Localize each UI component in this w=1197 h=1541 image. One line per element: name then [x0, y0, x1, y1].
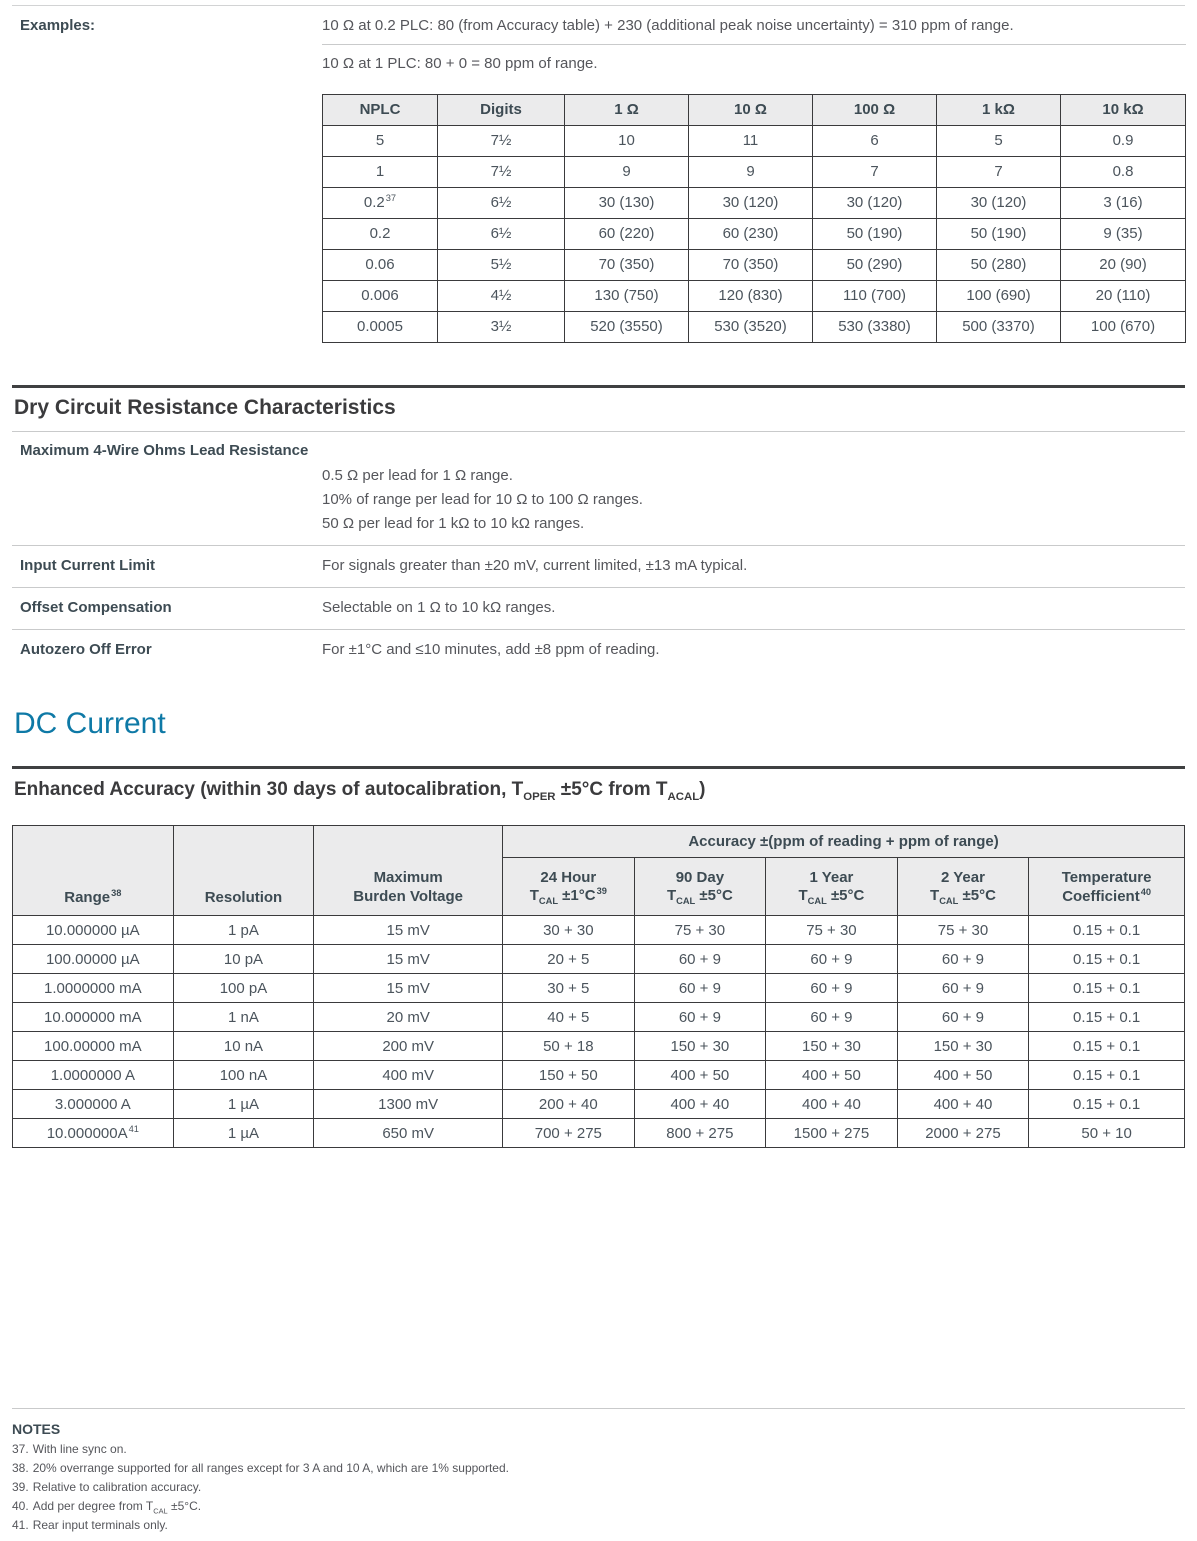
footnote-ref: 38 — [111, 888, 122, 898]
table-cell: 60 (230) — [689, 219, 813, 250]
spec-label: Autozero Off Error — [20, 641, 152, 658]
table-row — [323, 95, 1186, 126]
table-cell: 4½ — [438, 281, 565, 312]
column-header: 100 Ω — [813, 95, 937, 126]
table-cell: 30 (130) — [565, 188, 689, 219]
table-cell: 30 (120) — [813, 188, 937, 219]
header-condition: $T_{CAL} \pm 5^\circ C$ — [798, 886, 865, 906]
table-cell: 400 + 50 — [766, 1061, 898, 1090]
table-cell: 15 mV — [314, 945, 503, 974]
table-row — [13, 945, 1185, 974]
table-cell: 50 (290) — [813, 250, 937, 281]
note-39: 39. Relative to calibration accuracy. — [12, 1480, 202, 1494]
table-cell: 5½ — [438, 250, 565, 281]
table-cell: 100 pA — [173, 974, 314, 1003]
table-cell: 50 + 18 — [503, 1032, 635, 1061]
table-cell: 200 + 40 — [503, 1090, 635, 1119]
lead-resistance-value: 0.5 Ω per lead for 1 Ω range. — [322, 467, 513, 484]
table-cell: 7 — [937, 157, 1061, 188]
table-row — [13, 974, 1185, 1003]
table-cell: 0.15 + 0.1 — [1029, 1061, 1185, 1090]
nplc-table-body — [323, 126, 1186, 343]
table-cell: 100.00000 mA — [13, 1032, 174, 1061]
table-cell: 530 (3520) — [689, 312, 813, 343]
column-header-2-year — [897, 858, 1029, 916]
top-divider — [12, 5, 1185, 6]
subscript-oper: OPER — [523, 790, 556, 803]
table-cell: 0.06 — [323, 250, 438, 281]
table-cell: 75 + 30 — [634, 916, 766, 945]
table-cell: 5 — [937, 126, 1061, 157]
table-cell: 60 + 9 — [766, 1003, 898, 1032]
table-cell: 20 (90) — [1061, 250, 1186, 281]
table-cell: 60 + 9 — [766, 974, 898, 1003]
table-row — [323, 281, 1186, 312]
table-cell: 20 (110) — [1061, 281, 1186, 312]
table-cell: 130 (750) — [565, 281, 689, 312]
table-cell: 500 (3370) — [937, 312, 1061, 343]
table-cell: 10 pA — [173, 945, 314, 974]
table-cell: 6 — [813, 126, 937, 157]
column-header-burden-voltage — [314, 826, 503, 916]
table-cell: 60 (220) — [565, 219, 689, 250]
table-cell: 0.15 + 0.1 — [1029, 916, 1185, 945]
table-cell: 520 (3550) — [565, 312, 689, 343]
table-cell: 1.0000000 mA — [13, 974, 174, 1003]
table-cell: 70 (350) — [565, 250, 689, 281]
table-cell: 60 + 9 — [634, 1003, 766, 1032]
table-cell: 0.15 + 0.1 — [1029, 945, 1185, 974]
table-cell: 30 + 30 — [503, 916, 635, 945]
table-cell: 9 — [689, 157, 813, 188]
table-cell: 110 (700) — [813, 281, 937, 312]
table-cell: 0.0005 — [323, 312, 438, 343]
section-divider — [12, 766, 1185, 769]
table-cell: 400 + 40 — [766, 1090, 898, 1119]
examples-row — [12, 16, 1185, 343]
heading-text: Enhanced Accuracy (within 30 days of autocalibration, T — [14, 779, 524, 800]
table-cell: 650 mV — [314, 1119, 503, 1148]
dc-table-body — [13, 916, 1185, 1148]
header-text: Maximum Burden Voltage — [353, 869, 464, 905]
spec-label: Offset Compensation — [20, 599, 172, 616]
table-row — [13, 1119, 1185, 1148]
subscript-acal: ACAL — [667, 790, 700, 803]
example-line-1: 10 Ω at 0.2 PLC: 80 (from Accuracy table) + 230 (additional peak noise uncertainty) = 310 ppm of range. — [322, 17, 1014, 34]
table-cell: 7 — [813, 157, 937, 188]
table-cell: 60 + 9 — [897, 1003, 1029, 1032]
table-cell: 10 nA — [173, 1032, 314, 1061]
table-cell: 400 + 40 — [634, 1090, 766, 1119]
table-row — [13, 1032, 1185, 1061]
table-cell: 1 pA — [173, 916, 314, 945]
spec-list — [12, 545, 1185, 671]
enhanced-accuracy-heading — [12, 778, 1185, 802]
column-header: NPLC — [323, 95, 438, 126]
table-cell: 1300 mV — [314, 1090, 503, 1119]
table-cell: 20 + 5 — [503, 945, 635, 974]
table-cell: 30 (120) — [689, 188, 813, 219]
heading-text: ) — [699, 779, 706, 800]
column-header-resolution: Resolution — [173, 826, 314, 916]
subscript-cal: CAL — [939, 895, 959, 906]
table-cell: 0.2 — [323, 219, 438, 250]
table-cell: 1 — [323, 157, 438, 188]
lead-resistance-values — [322, 464, 1185, 536]
table-row — [323, 126, 1186, 157]
table-cell: 530 (3380) — [813, 312, 937, 343]
table-cell: 7½ — [438, 126, 565, 157]
table-cell: 9 (35) — [1061, 219, 1186, 250]
note-41: 41. Rear input terminals only. — [12, 1518, 168, 1532]
table-cell: 60 + 9 — [897, 945, 1029, 974]
table-cell: 50 (190) — [813, 219, 937, 250]
heading-text: ±5°C from T — [555, 779, 668, 800]
table-cell: 0.15 + 0.1 — [1029, 1090, 1185, 1119]
table-cell: 100.00000 µA — [13, 945, 174, 974]
column-header-1-year — [766, 858, 898, 916]
table-cell: 7½ — [438, 157, 565, 188]
spec-value: For ±1°C and ≤10 minutes, add ±8 ppm of reading. — [322, 641, 660, 658]
table-row — [323, 188, 1186, 219]
table-cell: 30 + 5 — [503, 974, 635, 1003]
section-divider — [12, 385, 1185, 388]
column-header: 10 Ω — [689, 95, 813, 126]
subscript-cal: CAL — [676, 895, 696, 906]
table-cell: 400 mV — [314, 1061, 503, 1090]
footnote-ref: 39 — [596, 885, 607, 896]
column-header-range — [13, 826, 174, 916]
table-cell: 10 — [565, 126, 689, 157]
table-cell: 150 + 30 — [897, 1032, 1029, 1061]
table-cell: $0.2^{37}$ — [323, 188, 438, 219]
footnote-ref: 37 — [385, 193, 397, 203]
spec-label: Input Current Limit — [20, 557, 155, 574]
table-cell: 5 — [323, 126, 438, 157]
spec-row-offset-compensation — [12, 587, 1185, 629]
note-40: 40. Add per degree from $T_{CAL} \pm 5^\circ C$. — [12, 1499, 202, 1516]
spec-row-input-current-limit — [12, 545, 1185, 587]
table-row — [13, 916, 1185, 945]
example-divider — [322, 44, 1186, 45]
table-row — [323, 250, 1186, 281]
table-cell: 11 — [689, 126, 813, 157]
table-cell: 75 + 30 — [766, 916, 898, 945]
table-cell: 15 mV — [314, 916, 503, 945]
table-cell: 20 mV — [314, 1003, 503, 1032]
header-text: 24 Hour — [540, 868, 597, 886]
section-title-dry-circuit: Dry Circuit Resistance Characteristics — [14, 396, 396, 419]
table-cell: 0.15 + 0.1 — [1029, 974, 1185, 1003]
table-cell: 60 + 9 — [897, 974, 1029, 1003]
table-cell: 0.8 — [1061, 157, 1186, 188]
table-cell: 1 µA — [173, 1119, 314, 1148]
header-text: Temperature Coefficient$^{40}$ — [1061, 868, 1152, 905]
table-cell: 50 (280) — [937, 250, 1061, 281]
header-text: Range — [64, 889, 111, 906]
note-38: 38. 20% overrange supported for all ranges except for 3 A and 10 A, which are 1% supported. — [12, 1461, 509, 1475]
nplc-table-header — [323, 95, 1186, 126]
lead-resistance-value: 50 Ω per lead for 1 kΩ to 10 kΩ ranges. — [322, 515, 585, 532]
table-cell: 200 mV — [314, 1032, 503, 1061]
note-37: 37. With line sync on. — [12, 1442, 127, 1456]
header-condition: $T_{CAL} \pm 1^\circ C^{39}$ — [529, 885, 607, 906]
spec-value: Selectable on 1 Ω to 10 kΩ ranges. — [322, 599, 556, 616]
accuracy-group-header: Accuracy ±(ppm of reading + ppm of range) — [503, 826, 1185, 858]
table-cell: 50 (190) — [937, 219, 1061, 250]
table-cell: 3½ — [438, 312, 565, 343]
lead-resistance-label: Maximum 4-Wire Ohms Lead Resistance — [20, 442, 309, 459]
table-row — [13, 1003, 1185, 1032]
table-cell: 75 + 30 — [897, 916, 1029, 945]
table-cell: 1 nA — [173, 1003, 314, 1032]
table-cell: 0.15 + 0.1 — [1029, 1003, 1185, 1032]
table-cell: 1 µA — [173, 1090, 314, 1119]
table-cell: 10.000000 mA — [13, 1003, 174, 1032]
table-cell: 50 + 10 — [1029, 1119, 1185, 1148]
spec-value: For signals greater than ±20 mV, current limited, ±13 mA typical. — [322, 557, 748, 574]
table-cell: 120 (830) — [689, 281, 813, 312]
examples-label: Examples: — [20, 17, 96, 34]
table-cell: 0.006 — [323, 281, 438, 312]
table-row — [13, 1061, 1185, 1090]
table-row — [13, 826, 1185, 858]
table-cell: 400 + 40 — [897, 1090, 1029, 1119]
table-cell: 6½ — [438, 188, 565, 219]
column-header-24-hour — [503, 858, 635, 916]
table-cell: 1.0000000 A — [13, 1061, 174, 1090]
nplc-accuracy-table — [322, 94, 1186, 343]
subscript-cal: CAL — [538, 895, 559, 906]
footnote-ref: 40 — [1140, 886, 1152, 897]
notes-title: NOTES — [12, 1421, 61, 1437]
section-title-dc-current: DC Current — [14, 707, 166, 740]
column-header-90-day — [634, 858, 766, 916]
spec-row-autozero-off-error — [12, 629, 1185, 671]
subscript-cal: CAL — [807, 895, 827, 906]
subscript-cal: CAL — [153, 1506, 168, 1516]
table-cell: 60 + 9 — [766, 945, 898, 974]
table-cell: 100 (690) — [937, 281, 1061, 312]
column-header: Digits — [438, 95, 565, 126]
table-cell: 0.9 — [1061, 126, 1186, 157]
table-cell: 700 + 275 — [503, 1119, 635, 1148]
table-cell: 2000 + 275 — [897, 1119, 1029, 1148]
table-cell: 40 + 5 — [503, 1003, 635, 1032]
column-header: 1 kΩ — [937, 95, 1061, 126]
table-cell: 70 (350) — [689, 250, 813, 281]
table-cell: 400 + 50 — [897, 1061, 1029, 1090]
example-line-2: 10 Ω at 1 PLC: 80 + 0 = 80 ppm of range. — [322, 55, 598, 72]
table-cell: 800 + 275 — [634, 1119, 766, 1148]
table-cell: 10.000000 µA — [13, 916, 174, 945]
header-text: 2 Year — [941, 868, 985, 886]
table-cell: $10.000000A^{41}$ — [13, 1119, 174, 1148]
header-condition: $T_{CAL} \pm 5^\circ C$ — [930, 886, 996, 906]
header-condition: $T_{CAL} \pm 5^\circ C$ — [666, 886, 733, 906]
table-cell: 30 (120) — [937, 188, 1061, 219]
table-row — [323, 219, 1186, 250]
table-cell: 3 (16) — [1061, 188, 1186, 219]
footnote-ref: 41 — [128, 1123, 139, 1134]
table-cell: 400 + 50 — [634, 1061, 766, 1090]
column-header: 1 Ω — [565, 95, 689, 126]
table-cell: 150 + 50 — [503, 1061, 635, 1090]
divider — [12, 431, 1185, 432]
dc-table-header — [13, 826, 1185, 916]
table-cell: 60 + 9 — [634, 945, 766, 974]
table-cell: 100 nA — [173, 1061, 314, 1090]
table-row — [13, 1090, 1185, 1119]
lead-resistance-value: 10% of range per lead for 10 Ω to 100 Ω ranges. — [322, 491, 643, 508]
table-cell: 0.15 + 0.1 — [1029, 1032, 1185, 1061]
table-cell: 9 — [565, 157, 689, 188]
table-cell: 150 + 30 — [766, 1032, 898, 1061]
table-cell: 15 mV — [314, 974, 503, 1003]
table-cell: 6½ — [438, 219, 565, 250]
header-text: 90 Day — [675, 868, 725, 886]
notes-section — [12, 1408, 1185, 1532]
dc-current-accuracy-table — [12, 825, 1185, 1148]
column-header-temperature-coefficient — [1029, 858, 1185, 916]
examples-content — [322, 16, 1186, 343]
table-cell: 150 + 30 — [634, 1032, 766, 1061]
table-cell: 60 + 9 — [634, 974, 766, 1003]
column-header: 10 kΩ — [1061, 95, 1186, 126]
table-cell: 3.000000 A — [13, 1090, 174, 1119]
table-cell: 100 (670) — [1061, 312, 1186, 343]
table-row — [323, 157, 1186, 188]
table-row — [323, 312, 1186, 343]
header-text: 1 Year — [809, 868, 854, 886]
table-cell: 1500 + 275 — [766, 1119, 898, 1148]
